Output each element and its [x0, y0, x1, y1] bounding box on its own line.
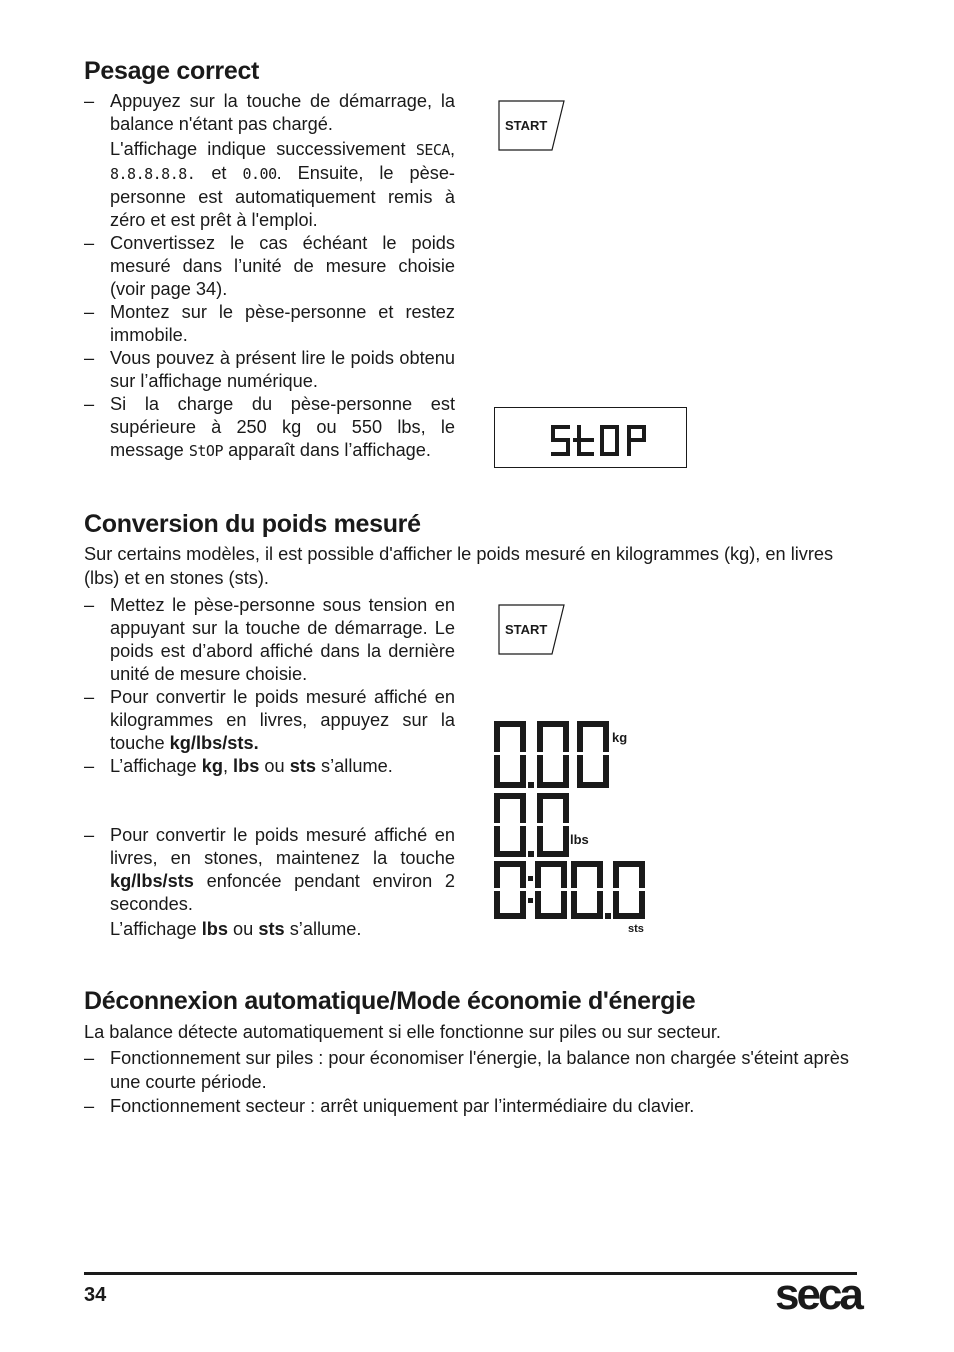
- start-button-icon: [498, 604, 566, 655]
- unit-kg: kg: [612, 730, 628, 745]
- start-button-icon: [498, 100, 566, 151]
- list-item: – L’affichage kg, lbs ou sts s’allume.: [84, 756, 393, 776]
- list-item: – Montez sur le pèse-personne et restez immobile.: [84, 302, 455, 345]
- unit-lbs: lbs: [570, 832, 589, 847]
- list-item: – Si la charge du pèse-personne est supérieure à 250 kg ou 550 lbs, le message StOP apparaît dans l’affichage.: [84, 394, 455, 460]
- page-number: 34: [84, 1284, 107, 1306]
- seca-logo: seca: [775, 1270, 861, 1319]
- segment-stop: StOP: [188, 442, 223, 460]
- section-title-deconnexion: Déconnexion automatique/Mode économie d'énergie: [84, 987, 696, 1015]
- list-item: – Mettez le pèse-personne sous tension en appuyant sur la touche de démarrage. Le poids est d’abord affiché dans la dernière unité de mesure choisie.: [84, 595, 455, 684]
- segment-88888: 8.8.8.8.8.: [110, 165, 196, 183]
- start-label: START: [505, 622, 548, 637]
- stop-display: [494, 407, 687, 468]
- list-item: – Appuyez sur la touche de démarrage, la balance n'étant pas chargé.: [84, 91, 455, 134]
- colon-dot: [528, 898, 533, 903]
- colon-dot: [528, 876, 533, 881]
- list-item: – Convertissez le cas échéant le poids mesuré dans l’unité de mesure choisie (voir page 34).: [84, 233, 455, 299]
- list-item-continuation: L'affichage indique successivement SECA, 8.8.8.8.8. et 0.00. Ensuite, le pèse-personne est automatiquement remis à zéro et est prêt à l'emploi.: [110, 139, 455, 230]
- decimal-point: [528, 782, 534, 788]
- deconnexion-intro: La balance détecte automatiquement si elle fonctionne sur piles ou sur secteur.: [84, 1022, 721, 1042]
- conversion-intro: Sur certains modèles, il est possible d'afficher le poids mesuré en kilogrammes (kg), en livres (lbs) et en stones (sts).: [84, 544, 834, 588]
- section-title-pesage: Pesage correct: [84, 57, 260, 85]
- list-item: – Fonctionnement secteur : arrêt uniquement par l’intermédiaire du clavier.: [84, 1096, 695, 1116]
- segment-000: 0.00: [242, 165, 277, 183]
- unit-sts: sts: [628, 923, 644, 935]
- list-item: – Pour convertir le poids mesuré affiché en livres, en stones, maintenez la touche kg/lbs/sts enfoncée pendant environ 2 secondes.: [84, 825, 455, 914]
- list-item: – Vous pouvez à présent lire le poids obtenu sur l’affichage numérique.: [84, 348, 455, 391]
- conversion-list: [84, 594, 455, 941]
- deconnexion-content: [84, 1020, 857, 1118]
- footer-rule: [84, 1272, 857, 1275]
- start-label: START: [505, 118, 548, 133]
- segment-seca: SECA: [415, 141, 450, 159]
- unit-displays: [490, 716, 650, 938]
- pesage-list: [84, 90, 455, 463]
- decimal-point: [605, 913, 611, 919]
- list-item-continuation: L’affichage lbs ou sts s’allume.: [110, 919, 362, 939]
- decimal-point: [528, 851, 534, 857]
- stop-display-digits: [495, 408, 686, 467]
- list-item: – Pour convertir le poids mesuré affiché en kilogrammes en livres, appuyez sur la touche kg/lbs/sts.: [84, 687, 455, 753]
- list-item: – Fonctionnement sur piles : pour économiser l'énergie, la balance non chargée s'éteint après une courte période.: [84, 1048, 849, 1092]
- section-title-conversion: Conversion du poids mesuré: [84, 510, 421, 538]
